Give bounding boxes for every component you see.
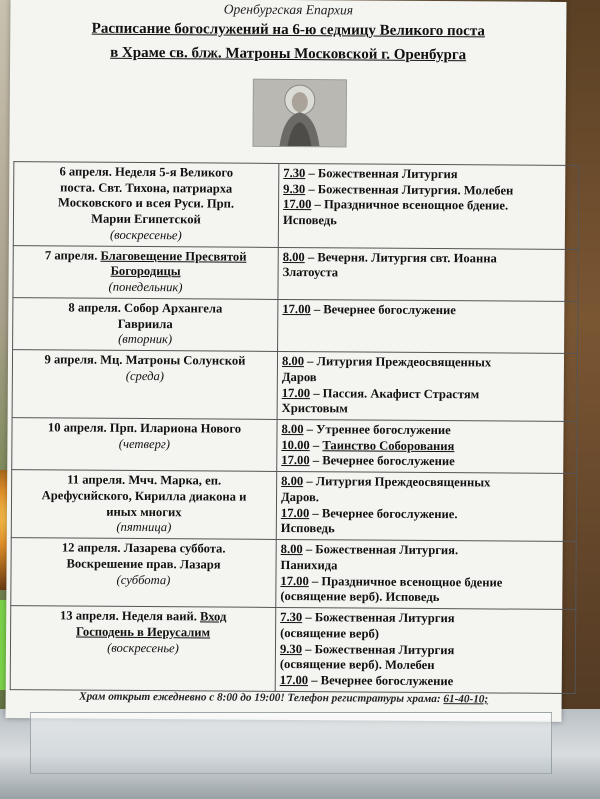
feast-cell [11,538,276,608]
weekday: (вторник) [118,332,173,347]
feast-text: Московского и всея Руси. Прп. [57,195,235,212]
feast-cell [13,245,278,299]
service-name: – Вечернее богослужение [309,453,455,469]
service-time: 10.00 [281,437,310,452]
feast-cell [13,162,279,248]
schedule-row [13,245,578,301]
feast-text: Гавриила [117,316,173,331]
weekday: (воскресенье) [107,640,179,655]
service-time: 8.00 [281,421,304,437]
service-name: – Литургия Преждеосвященных [303,474,491,490]
service-name-emph: Таинство Соборования [322,438,455,453]
schedule-title-line2: в Храме св. блж. Матроны Московской г. Оренбурга [110,44,467,64]
services-cell [276,540,576,610]
service-line [280,589,571,607]
feast-cell [13,297,278,351]
feast-name: Благовещение Пресвятой [100,248,247,264]
feast-text: поста. Свт. Тихона, патриарха [60,180,233,196]
schedule-row [12,418,577,474]
feast-cell [10,606,276,692]
service-line [281,453,572,471]
service-name: (освящение верб). Молебен [279,657,435,673]
services-cell [277,352,577,422]
service-name: Даров [281,369,317,385]
service-name: Исповедь [282,213,337,228]
service-line [283,213,574,231]
service-name: Христовым [281,401,348,416]
service-time: 9.30 [283,181,306,196]
service-line [282,401,573,419]
service-name: – Праздничное всенощное бдение [308,573,503,590]
service-name: – Вечернее богослужение [308,673,454,689]
service-time: 8.00 [281,354,305,369]
service-name: – Божественная Литургия. [302,542,459,558]
schedule-table [10,161,580,694]
feast-date: 13 апреля. Неделя ваий. [59,608,201,624]
schedule-row [11,538,576,610]
schedule-row [10,606,576,694]
service-line [281,521,572,539]
service-name: (освящение верб) [280,625,380,641]
feast-text: Воскрешение прав. Лазаря [66,556,221,572]
service-name: Панихида [280,557,338,573]
service-time: 17.00 [280,505,310,520]
service-time: 17.00 [281,453,310,468]
feast-text: 9 апреля. Мц. Матроны Солунской [44,352,246,368]
feast-cell [11,470,276,540]
service-time: 17.00 [281,385,311,400]
service-time: 8.00 [281,474,304,489]
feast-text: Арефусийского, Кирилла диакона и [41,488,247,504]
service-name: Исповедь [280,521,335,536]
feast-text: 10 апреля. Прп. Илариона Нового [47,420,242,436]
schedule-row [12,350,577,422]
service-name: – Вечернее богослужение [310,302,456,318]
service-line [283,265,574,283]
service-time: 9.30 [279,641,303,656]
weekday: (среда) [125,368,165,383]
service-time: 8.00 [280,542,303,557]
services-cell [278,163,579,249]
schedule-row [13,162,579,250]
feast-date: 7 апреля. [44,247,101,263]
service-time: 17.00 [279,672,309,688]
service-name: – Праздничное всенощное бдение. [311,197,509,214]
service-name: – Литургия Преждеосвященных [303,354,492,370]
schedule-title-line1: Расписание богослужений на 6-ю седмицу Великого поста [91,20,485,40]
matrona-icon-image [252,79,346,148]
feast-text: Марии Египетской [91,211,201,227]
feast-text [15,608,271,626]
feast-text: 8 апреля. Собор Архангела [68,300,223,316]
phone-number: 61-40-10; [443,693,489,706]
service-name: – Пассия. Акафист Страстям [310,385,480,401]
feast-text [18,248,274,266]
services-cell [276,472,576,542]
service-line [282,354,573,372]
service-name: Златоуста [282,265,339,280]
feast-text: 6 апреля. Неделя 5-я Великого [59,164,234,180]
service-name: (освящение верб). Исповедь [280,589,440,605]
services-cell [277,419,577,473]
service-time: 17.00 [282,301,311,317]
feast-text: 12 апреля. Лазарева суббота. [61,540,226,556]
service-time: 7.30 [283,165,306,181]
diocese-title: Оренбургская Епархия [223,1,354,18]
feast-text: 11 апреля. Мчч. Марка, еп. [67,472,222,488]
service-line [281,474,572,492]
weekday: (воскресенье) [109,227,182,243]
services-cell [278,247,578,301]
service-line [280,673,571,691]
feast-cell [12,350,277,420]
services-cell [278,299,578,353]
acrylic-stand [30,712,552,774]
service-name: – Божественная Литургия. Молебен [305,181,514,198]
footer-note: Храм открыт ежедневно с 8:00 до 19:00! Телефон регистратуры храма: 61-40-10; [79,690,489,706]
service-name: – Утреннее богослужение [303,422,451,438]
weekday: (пятница) [116,520,172,535]
service-name: – Божественная Литургия [302,610,455,626]
weekday: (понедельник) [108,279,183,295]
schedule-sheet [5,0,566,722]
weekday: (четверг) [118,436,171,451]
service-time: 17.00 [280,573,309,588]
service-line [282,302,573,320]
feast-name-cont: Богородицы [110,264,181,279]
service-name: – Божественная Литургия [305,166,458,182]
service-name: – [309,437,323,453]
feast-name-cont: Господень в Иерусалим [75,624,211,640]
service-time: 8.00 [282,249,305,264]
feast-cell [12,418,277,472]
service-name: – Вечернее богослужение. [309,505,458,521]
weekday: (суббота) [116,572,171,587]
service-name: – Вечерня. Литургия свт. Иоанна [304,249,497,266]
services-cell [275,608,576,694]
feast-name: Вход [199,609,227,624]
service-name: – Божественная Литургия [301,641,455,657]
service-time: 7.30 [280,610,303,625]
schedule-row [11,470,576,542]
service-time: 17.00 [283,197,312,212]
feast-text: иных многих [106,504,182,519]
service-name: Даров. [280,489,319,505]
schedule-row [13,297,578,353]
